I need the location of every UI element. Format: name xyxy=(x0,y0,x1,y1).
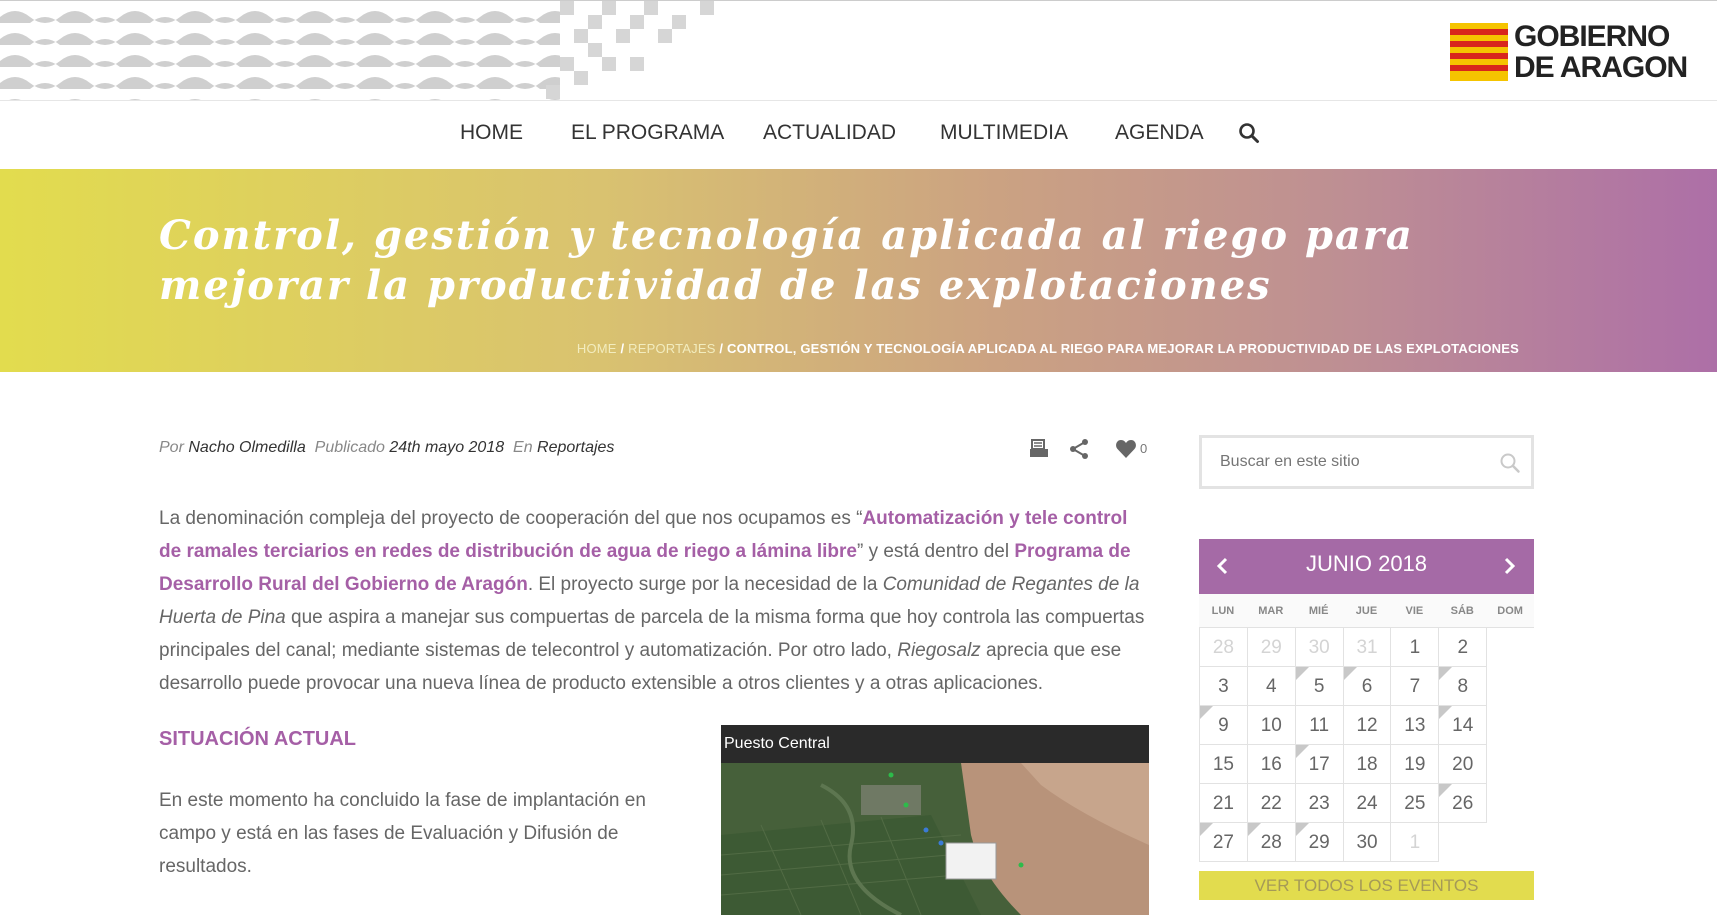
calendar-day-number: 20 xyxy=(1452,754,1474,775)
weekday-label: MIÉ xyxy=(1308,605,1329,617)
calendar-day[interactable] xyxy=(1200,823,1248,862)
calendar-day-number: 29 xyxy=(1308,832,1330,853)
calendar-day[interactable] xyxy=(1391,745,1439,784)
category-link[interactable]: Reportajes xyxy=(537,439,615,456)
calendar-day-number: 17 xyxy=(1308,754,1330,775)
calendar-day-number: 28 xyxy=(1260,832,1282,853)
event-marker xyxy=(1344,667,1357,680)
nav-item-multimedia[interactable]: MULTIMEDIA xyxy=(940,121,1068,144)
calendar-day[interactable] xyxy=(1248,823,1296,862)
calendar-grid xyxy=(1199,628,1534,862)
post-actions xyxy=(1024,438,1154,464)
calendar-day[interactable] xyxy=(1296,823,1344,862)
calendar-day-number: 7 xyxy=(1409,676,1421,697)
article-emphasis: Riegosalz xyxy=(897,640,981,661)
event-marker xyxy=(1439,667,1452,680)
nav-item-home[interactable]: HOME xyxy=(460,121,523,144)
breadcrumb-home[interactable]: HOME xyxy=(576,341,617,356)
logo-text: GOBIERNO DE ARAGON xyxy=(1514,20,1688,84)
calendar-header xyxy=(1199,539,1534,594)
main-nav xyxy=(0,101,1717,169)
calendar-day-number: 19 xyxy=(1404,754,1426,775)
calendar-day-number: 16 xyxy=(1260,754,1282,775)
calendar-day-number: 25 xyxy=(1404,793,1426,814)
calendar-day-other-month[interactable] xyxy=(1391,823,1439,862)
events-calendar xyxy=(1199,539,1534,862)
calendar-day-number: 26 xyxy=(1452,793,1474,814)
sidebar-search xyxy=(1199,435,1534,489)
calendar-day-number: 31 xyxy=(1356,637,1378,658)
calendar-day[interactable] xyxy=(1344,706,1392,745)
article-text: . El proyecto surge por la necesidad de la xyxy=(527,574,883,595)
calendar-day[interactable] xyxy=(1344,745,1392,784)
chevron-right-icon[interactable] xyxy=(1497,554,1521,578)
calendar-day[interactable] xyxy=(1391,667,1439,706)
control-center-screenshot[interactable] xyxy=(721,725,1149,915)
nav-item-el-programa[interactable]: EL PROGRAMA xyxy=(571,121,725,144)
page-title: Control, gestión y tecnología aplicada al riego para mejorar la productividad de las explotaciones xyxy=(159,212,1414,309)
calendar-day-number: 5 xyxy=(1313,676,1325,697)
weekday-label: LUN xyxy=(1211,605,1235,617)
calendar-day-number: 15 xyxy=(1212,754,1234,775)
nav-item-actualidad[interactable]: ACTUALIDAD xyxy=(763,121,897,144)
calendar-day[interactable] xyxy=(1344,823,1392,862)
calendar-day[interactable] xyxy=(1200,667,1248,706)
event-marker xyxy=(1296,745,1309,758)
article-body xyxy=(159,502,1149,700)
calendar-day[interactable] xyxy=(1439,706,1487,745)
event-marker xyxy=(1439,784,1452,797)
weekday-label: MAR xyxy=(1258,605,1284,617)
page-hero xyxy=(0,169,1717,372)
article-text: aprecia que ese desarrollo puede provocar una nueva línea de producto extensible a otros clientes y a otras aplicaciones. xyxy=(159,640,1122,694)
calendar-day-number: 30 xyxy=(1308,637,1330,658)
calendar-day-number: 1 xyxy=(1409,832,1421,853)
author-label: Por xyxy=(159,439,184,456)
calendar-weekdays xyxy=(1199,594,1534,628)
calendar-day[interactable] xyxy=(1248,706,1296,745)
aragon-flag-icon xyxy=(1450,23,1508,81)
breadcrumb-current: CONTROL, GESTIÓN Y TECNOLOGÍA APLICADA AL RIEGO PARA MEJORAR LA PRODUCTIVIDAD DE LAS EXPLOTACIONES xyxy=(727,341,1519,356)
calendar-day-number: 8 xyxy=(1457,676,1469,697)
article-text: que aspira a manejar sus compuertas de parcela de la misma forma que hoy controla las compuertas principales del canal; mediante sistemas de telecontrol y automatización. Por otro lado, xyxy=(159,607,1145,661)
calendar-day-other-month[interactable] xyxy=(1248,628,1296,667)
calendar-day-other-month[interactable] xyxy=(1200,628,1248,667)
author-link[interactable]: Nacho Olmedilla xyxy=(188,439,306,456)
category-label: En xyxy=(513,439,533,456)
calendar-day-number: 13 xyxy=(1404,715,1426,736)
breadcrumb-reportajes[interactable]: REPORTAJES xyxy=(628,341,716,356)
calendar-day-number: 12 xyxy=(1356,715,1378,736)
print-icon[interactable] xyxy=(1028,438,1050,460)
breadcrumb-separator: / xyxy=(719,341,724,356)
calendar-day-number: 21 xyxy=(1212,793,1234,814)
calendar-month: JUNIO 2018 xyxy=(1305,551,1428,576)
breadcrumb-separator: / xyxy=(620,341,625,356)
published-label: Publicado xyxy=(314,439,385,456)
site-search-input[interactable] xyxy=(1202,438,1492,486)
calendar-day-number: 4 xyxy=(1266,676,1277,697)
project-link[interactable]: Automatización y tele control de ramales terciarios en redes de distribución de agua de riego a lámina libre xyxy=(159,508,1128,562)
calendar-day[interactable] xyxy=(1296,706,1344,745)
likes-count: 0 xyxy=(1140,441,1148,456)
calendar-day[interactable] xyxy=(1200,706,1248,745)
calendar-day-number: 3 xyxy=(1218,676,1229,697)
calendar-day[interactable] xyxy=(1296,784,1344,823)
calendar-day[interactable] xyxy=(1391,706,1439,745)
calendar-day-other-month[interactable] xyxy=(1296,628,1344,667)
article-emphasis: Comunidad de Regantes de la Huerta de Pina xyxy=(159,574,1140,628)
event-marker xyxy=(1200,823,1213,836)
event-marker xyxy=(1296,667,1309,680)
calendar-day[interactable] xyxy=(1248,745,1296,784)
calendar-day-number: 29 xyxy=(1260,637,1282,658)
post-meta xyxy=(159,439,614,457)
program-link[interactable]: Programa de Desarrollo Rural del Gobierno de Aragón xyxy=(159,541,1131,595)
site-header xyxy=(0,0,1717,101)
calendar-day-number: 6 xyxy=(1361,676,1373,697)
calendar-day[interactable] xyxy=(1439,745,1487,784)
calendar-day[interactable] xyxy=(1439,628,1487,667)
calendar-day[interactable] xyxy=(1344,784,1392,823)
search-icon[interactable] xyxy=(1238,122,1260,144)
share-icon[interactable] xyxy=(1068,438,1090,460)
heart-icon[interactable] xyxy=(1115,438,1137,460)
event-marker xyxy=(1248,823,1261,836)
calendar-day[interactable] xyxy=(1344,667,1392,706)
weekday-label: VIE xyxy=(1405,605,1424,617)
calendar-day[interactable] xyxy=(1391,784,1439,823)
calendar-day-number: 27 xyxy=(1212,832,1234,853)
calendar-day-number: 18 xyxy=(1356,754,1378,775)
calendar-day[interactable] xyxy=(1439,784,1487,823)
calendar-day[interactable] xyxy=(1200,745,1248,784)
event-marker xyxy=(1296,823,1309,836)
event-marker xyxy=(1439,706,1452,719)
calendar-day[interactable] xyxy=(1248,667,1296,706)
nav-item-agenda[interactable]: AGENDA xyxy=(1115,121,1204,144)
calendar-day-number: 22 xyxy=(1260,793,1282,814)
section-heading: SITUACIÓN ACTUAL xyxy=(159,728,357,750)
event-marker xyxy=(1200,706,1213,719)
view-all-events-button[interactable]: VER TODOS LOS EVENTOS xyxy=(1199,871,1534,900)
calendar-day-number: 24 xyxy=(1356,793,1378,814)
calendar-day-number: 30 xyxy=(1356,832,1378,853)
calendar-day[interactable] xyxy=(1296,745,1344,784)
calendar-day-number: 11 xyxy=(1309,715,1330,736)
calendar-day-number: 28 xyxy=(1212,637,1234,658)
map-title: Puesto Central xyxy=(724,735,830,752)
calendar-day-number: 2 xyxy=(1457,637,1469,658)
article-text: La denominación compleja del proyecto de cooperación del que nos ocupamos es “ xyxy=(159,508,863,529)
weekday-label: JUE xyxy=(1355,605,1378,617)
calendar-day-number: 9 xyxy=(1218,715,1229,736)
decorative-pattern xyxy=(0,1,740,101)
breadcrumb xyxy=(577,341,1519,356)
calendar-day-number: 1 xyxy=(1409,637,1421,658)
calendar-day-number: 14 xyxy=(1452,715,1474,736)
calendar-day[interactable] xyxy=(1200,784,1248,823)
article-paragraph: En este momento ha concluido la fase de implantación en campo y está en las fases de Evaluación y Difusión de resultados. xyxy=(159,790,646,877)
calendar-day[interactable] xyxy=(1439,667,1487,706)
post-date: 24th mayo 2018 xyxy=(389,439,505,456)
weekday-label: DOM xyxy=(1497,605,1523,617)
calendar-day-number: 23 xyxy=(1308,793,1330,814)
calendar-day-other-month[interactable] xyxy=(1344,628,1392,667)
search-icon[interactable] xyxy=(1499,452,1521,474)
article-text: ” y está dentro del xyxy=(856,541,1015,562)
calendar-day[interactable] xyxy=(1296,667,1344,706)
calendar-day[interactable] xyxy=(1391,628,1439,667)
gobierno-aragon-logo[interactable] xyxy=(1450,21,1710,83)
calendar-day-number: 10 xyxy=(1260,715,1282,736)
calendar-day[interactable] xyxy=(1248,784,1296,823)
weekday-label: SÁB xyxy=(1450,605,1474,617)
